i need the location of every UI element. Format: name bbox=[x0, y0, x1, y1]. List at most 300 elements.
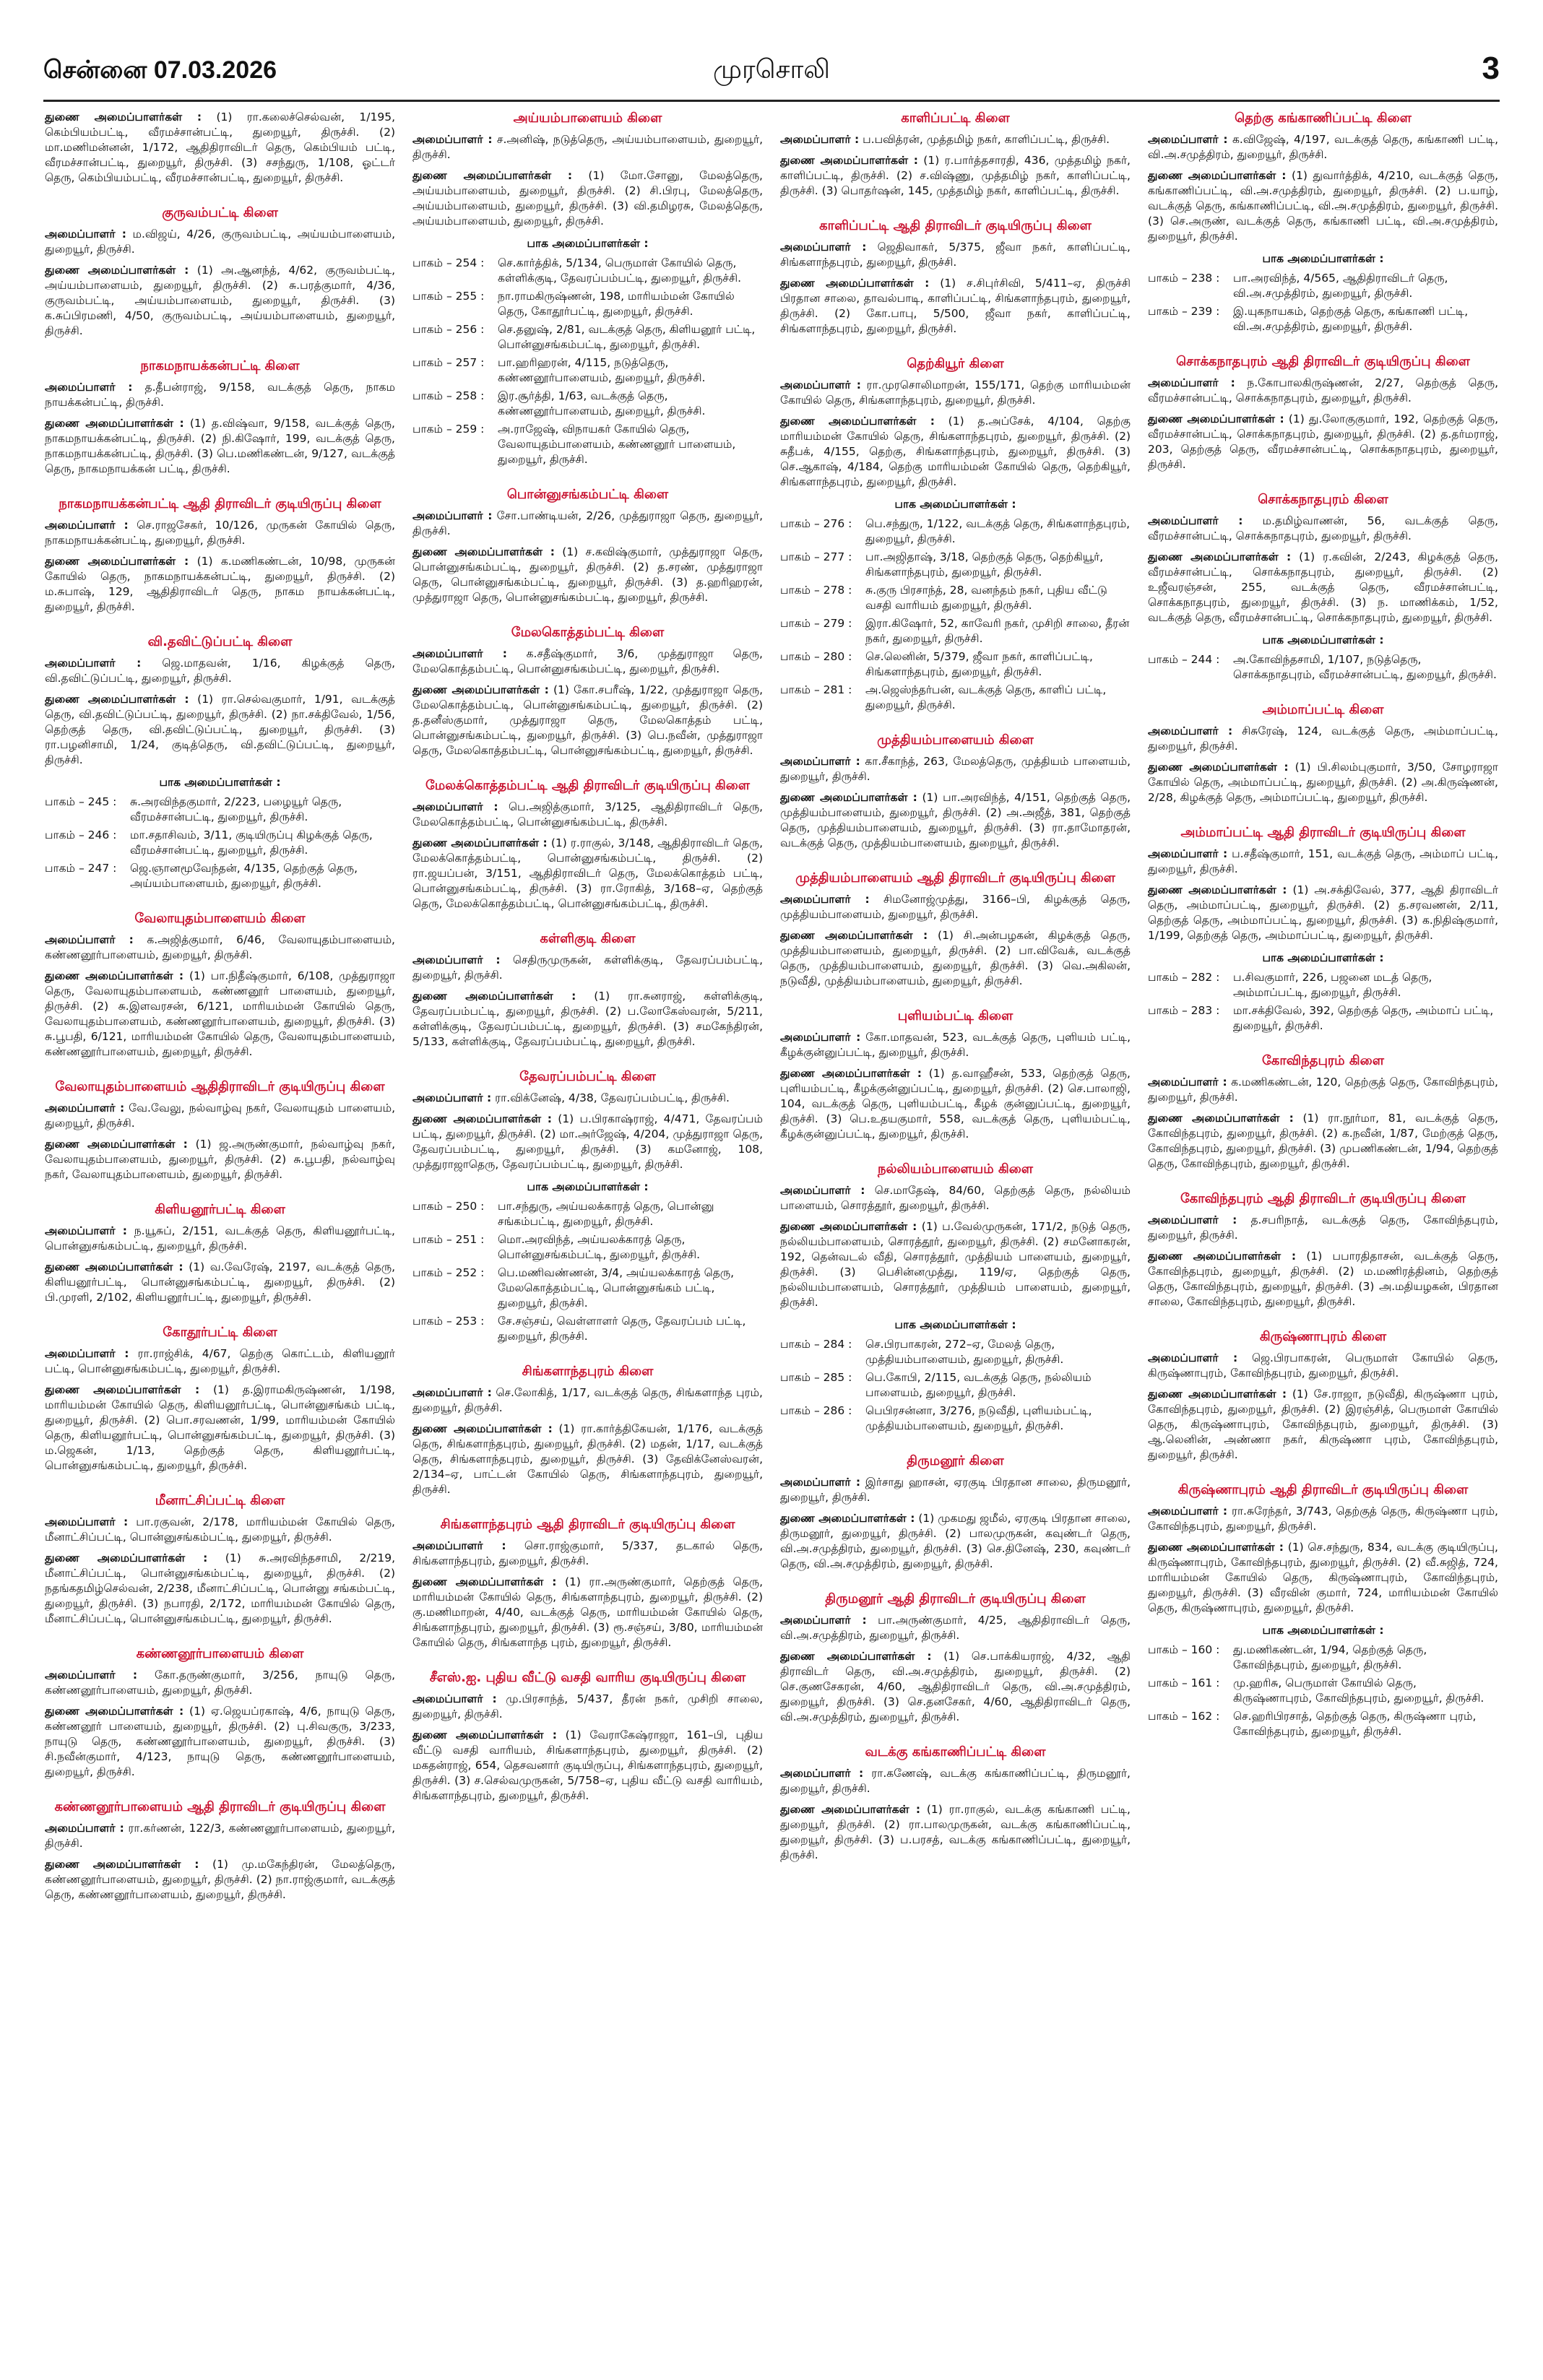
organizer-entry bbox=[412, 1091, 763, 1106]
booth-organizer: இரா.கிஷோர், 52, காவேரி நகர், முசிறி சாலை, தீரன் நகர், துறையூர், திருச்சி. bbox=[865, 617, 1130, 645]
branch-block bbox=[780, 1161, 1131, 1434]
organizer-label: அமைப்பாளர் : bbox=[1148, 133, 1228, 146]
organizer-entry bbox=[780, 132, 1131, 147]
branch-title: கண்ணனூர்பாளையம் ஆதி திராவிடர் குடியிருப்பு கிளை bbox=[54, 1799, 386, 1814]
booth-row bbox=[1148, 970, 1498, 1000]
organizer-entry bbox=[1148, 514, 1498, 544]
branch-title: மீனாட்சிப்பட்டி கிளை bbox=[155, 1493, 285, 1508]
deputy-organizers-text: (1) த.வாஹீசன், 533, தெற்குத் தெரு, புளியம்பட்டி, கீழக்குன்னுப்பட்டி, துறையூர், திருச்சி. (2) செ.பாலாஜி, 104, வடக்குத் தெரு, புளியம்பட்டி, கீழக் குன்னுப்பட்டி, துறையூர், திருச்சி. (3) பெ.உதயகுமார், 558, வடக்குத் தெரு, புளியம்பட்டி, கீழக்குன்னுப்பட்டி, துறையூர், திருச்சி. bbox=[780, 1067, 1131, 1141]
branch-title: மேலக்கொத்தம்பட்டி ஆதி திராவிடர் குடியிருப்பு கிளை bbox=[425, 778, 751, 793]
booth-row bbox=[1148, 304, 1498, 334]
deputy-organizers-text: (1) வேராகேஷ்ராஜா, 161–பி, புதிய வீட்டு வசதி வாரியம், சிங்களாந்தபுரம், துறையூர், திருச்சி. (2) மகதன்ராஜ், 654, தெசவனார் குடியிருப்பு, சிங்களாந்தபுரம், துறையூர், திருச்சி. (3) ச.செல்வமுருகன், 5/758–ஏ, புதிய வீட்டு வசதி வாரியம், சிங்களாந்தபுரம், துறையூர், திருச்சி. bbox=[412, 1728, 763, 1802]
branch-title: வடக்கு கங்காணிப்பட்டி கிளை bbox=[865, 1744, 1046, 1760]
deputy-organizers-entry bbox=[1148, 550, 1498, 626]
deputy-organizers-label: துணை அமைப்பாளர்கள் : bbox=[412, 169, 573, 182]
booth-organizer: பெ.கோபி, 2/115, வடக்குத் தெரு, நல்லியம் பாளையம், துறையூர், திருச்சி. bbox=[865, 1371, 1092, 1399]
deputy-organizers-label: துணை அமைப்பாளர்கள் : bbox=[780, 1650, 932, 1663]
booth-number: பாகம் – 239 : bbox=[1148, 305, 1220, 318]
deputy-organizers-entry bbox=[412, 1728, 763, 1804]
booth-organizers-heading: பாக அமைப்பாளர்கள் : bbox=[1262, 951, 1384, 964]
booth-row bbox=[780, 683, 1131, 713]
branch-title: சீஎஸ்.ஐ. புதிய வீட்டு வசதி வாரிய குடியிருப்பு கிளை bbox=[429, 1670, 746, 1685]
booth-number: பாகம் – 276 : bbox=[780, 517, 852, 530]
organizer-label: அமைப்பாளர் : bbox=[780, 241, 867, 254]
organizer-entry bbox=[780, 378, 1131, 408]
deputy-organizers-text: (1) ர.பார்த்தசாரதி, 436, முத்தமிழ் நகர், காளிப்பட்டி, திருச்சி. (2) ச.விஷ்ணு, முத்தமிழ் நகர், காளிப்பட்டி, திருச்சி. (3) பொதர்ஷன், 145, முத்தமிழ் நகர், காளிப்பட்டி, திருச்சி. bbox=[780, 154, 1131, 197]
organizer-text: ச.அனிஷ், நடுத்தெரு, அய்யம்பாளையம், துறையூர், திருச்சி. bbox=[412, 133, 763, 161]
deputy-organizers-text: (1) பா.நிதீஷ்குமார், 6/108, முத்துராஜா தெரு, வேலாயுதம்பாளையம், கண்ணனூர் பாளையம், துறையூர், திருச்சி. (2) சு.இளவரசன், 6/121, மாரியம்மன் கோயில் தெரு, வேலாயுதம்பாளையம், கண்ணனூர்பாளையம், துறையூர், திருச்சி. (3) சு.பூபதி, 6/121, மாரியம்மன் கோயில் தெரு, வேலாயுதம்பாளையம், கண்ணனூர்பாளையம், துறையூர், திருச்சி. bbox=[45, 969, 395, 1058]
organizer-text: த.தீபன்ராஜ், 9/158, வடக்குத் தெரு, நாகம நாயக்கன்பட்டி, திருச்சி. bbox=[45, 381, 395, 409]
organizer-entry bbox=[412, 1385, 763, 1416]
booth-number: பாகம் – 244 : bbox=[1148, 653, 1220, 666]
deputy-organizers-text: (1) பபாரதிதாசன், வடக்குத் தெரு, கோவிந்தபுரம், துறையூர், திருச்சி. (2) ம.மணிரத்தினம், தெற்குத் தெரு, கோவிந்தபுரம், துறையூர், திருச்சி. (3) அ.மதியழகன், பிரதான சாலை, கோவிந்தபுரம், துறையூர், திருச்சி. bbox=[1148, 1250, 1498, 1308]
deputy-organizers-entry bbox=[780, 790, 1131, 851]
branch-block bbox=[45, 1645, 395, 1780]
booth-organizer: து.மணிகண்டன், 1/94, தெற்குத் தெரு, கோவிந்தபுரம், துறையூர், திருச்சி. bbox=[1233, 1643, 1427, 1671]
deputy-organizers-text: (1) ரா.செல்வகுமார், 1/91, வடக்குத் தெரு, வி.தவிட்டுப்பட்டி, துறையூர், திருச்சி. (2) நா.சக்திவேல், 1/56, தெற்குத் தெரு, வி.தவிட்டுப்பட்டி, துறையூர், திருச்சி. (3) ரா.பழனிசாமி, 1/24, குடித்தெரு, வி.தவிட்டுப்பட்டி, துறையூர், திருச்சி. bbox=[45, 693, 395, 766]
branch-block bbox=[1148, 110, 1498, 334]
organizer-entry bbox=[412, 509, 763, 539]
organizer-entry bbox=[1148, 1075, 1498, 1105]
deputy-organizers-label: துணை அமைப்பாளர்கள் : bbox=[780, 1803, 921, 1816]
branch-block bbox=[45, 1201, 395, 1305]
booth-number: பாகம் – 251 : bbox=[412, 1233, 485, 1246]
organizer-entry bbox=[45, 1224, 395, 1254]
deputy-organizers-label: துணை அமைப்பாளர்கள் : bbox=[780, 791, 917, 804]
deputy-organizers-entry bbox=[780, 1066, 1131, 1142]
organizer-label: அமைப்பாளர் : bbox=[412, 509, 493, 522]
booth-row bbox=[45, 861, 395, 891]
booth-number: பாகம் – 238 : bbox=[1148, 272, 1220, 285]
deputy-organizers-text: (1) முகமது ஜமீல், ஏரகுடி பிரதான சாலை, திருமனூர், துறையூர், திருச்சி. (2) பாலமுருகன், கவுண்டர் தெரு, வி.அ.சமுத்திரம், துறையூர், திருச்சி. (3) செ.தினேஷ், 230, கவுண்டர் தெரு, வி.அ.சமுத்திரம், துறையூர், திருச்சி. bbox=[780, 1512, 1131, 1570]
branch-title: நல்லியம்பாளையம் கிளை bbox=[877, 1161, 1034, 1177]
deputy-organizers-entry bbox=[412, 168, 763, 229]
branch-title: சிங்களாந்தபுரம் ஆதி திராவிடர் குடியிருப்பு கிளை bbox=[440, 1517, 735, 1532]
organizer-label: அமைப்பாளர் : bbox=[45, 1669, 138, 1682]
booth-row bbox=[45, 828, 395, 858]
branch-title: கிருஷ்ணாபுரம் கிளை bbox=[1259, 1329, 1387, 1344]
organizer-entry bbox=[412, 132, 763, 163]
deputy-organizers-text: (1) க.மணிகண்டன், 10/98, முருகன் கோயில் தெரு, நாகமநாயக்கன்பட்டி, துறையூர், திருச்சி. (2) ம.சுபாஷ், 129, ஆதிதிராவிடர் தெரு, நாகம நாயக்கன்பட்டி, துறையூர், திருச்சி. bbox=[45, 555, 395, 613]
booth-number: பாகம் – 279 : bbox=[780, 617, 852, 630]
organizer-entry bbox=[780, 1766, 1131, 1796]
booth-organizer: ஜெ.ஞானமூவேந்தன், 4/135, தெற்குத் தெரு, அய்யம்பாளையம், துறையூர், திருச்சி. bbox=[130, 862, 358, 890]
organizer-label: அமைப்பாளர் : bbox=[412, 1091, 492, 1104]
organizer-text: ரா.கர்ணன், 122/3, கண்ணனூர்பாளையம், துறையூர், திருச்சி. bbox=[45, 1822, 395, 1850]
organizer-label: அமைப்பாளர் : bbox=[45, 1347, 129, 1360]
branch-block bbox=[412, 930, 763, 1050]
deputy-organizers-entry bbox=[45, 969, 395, 1060]
organizer-entry bbox=[780, 1030, 1131, 1060]
booth-row bbox=[412, 1314, 763, 1344]
deputy-organizers-label: துணை அமைப்பாளர்கள் : bbox=[1148, 412, 1284, 425]
booth-row bbox=[412, 1199, 763, 1229]
organizer-text: செ.ராஜசேகர், 10/126, முருகன் கோயில் தெரு, நாகமநாயக்கன்பட்டி, துறையூர், திருச்சி. bbox=[45, 519, 395, 547]
booth-organizer: இர.சூர்த்தி, 1/63, வடக்குத் தெரு, கண்ணனூர்பாளையம், துறையூர், திருச்சி. bbox=[498, 389, 706, 417]
organizer-label: அமைப்பாளர் : bbox=[1148, 1213, 1237, 1226]
masthead bbox=[43, 51, 1500, 94]
booth-row bbox=[412, 422, 763, 467]
branch-title: சொக்கநாதபுரம் கிளை bbox=[1258, 492, 1388, 507]
booth-number: பாகம் – 256 : bbox=[412, 323, 485, 336]
booth-row bbox=[780, 1370, 1131, 1401]
organizer-label: அமைப்பாளர் : bbox=[412, 1539, 506, 1552]
deputy-organizers-entry bbox=[45, 692, 395, 768]
booth-number: பாகம் – 280 : bbox=[780, 650, 852, 663]
branch-block bbox=[45, 1324, 395, 1474]
organizer-text: செ.மாதேஷ், 84/60, தெற்குத் தெரு, நல்லியம் பாளையம், சொரத்தூர், துறையூர், திருச்சி. bbox=[780, 1184, 1131, 1212]
booth-row bbox=[780, 583, 1131, 613]
deputy-organizers-entry bbox=[45, 263, 395, 339]
deputy-organizers-label: துணை அமைப்பாளர்கள் : bbox=[412, 990, 576, 1003]
branch-block bbox=[1148, 491, 1498, 683]
organizer-label: அமைப்பாளர் : bbox=[780, 755, 860, 768]
booth-organizer: சு.அரவிந்தகுமார், 2/223, பழையூர் தெரு, வீரமச்சான்பட்டி, துறையூர், திருச்சி. bbox=[130, 795, 342, 823]
booth-number: பாகம் – 250 : bbox=[412, 1200, 485, 1213]
branch-block bbox=[1148, 1481, 1498, 1739]
organizer-entry bbox=[780, 754, 1131, 784]
booth-organizers-heading: பாக அமைப்பாளர்கள் : bbox=[1262, 1624, 1384, 1637]
deputy-organizers-label: துணை அமைப்பாளர்கள் : bbox=[780, 154, 919, 167]
booth-row bbox=[412, 289, 763, 319]
deputy-organizers-entry bbox=[45, 1704, 395, 1780]
organizer-label: அமைப்பாளர் : bbox=[780, 1031, 861, 1044]
branch-title: கோதூர்பட்டி கிளை bbox=[163, 1325, 277, 1340]
organizer-text: ம.தமிழ்வாணன், 56, வடக்குத் தெரு, வீரமச்சான்பட்டி, சொக்கநாதபுரம், துறையூர், திருச்சி. bbox=[1148, 514, 1498, 542]
organizer-text: சோ.பாண்டியன், 2/26, முத்துராஜா தெரு, துறையூர், திருச்சி. bbox=[412, 509, 763, 537]
organizer-label: அமைப்பாளர் : bbox=[780, 1767, 864, 1780]
deputy-organizers-entry bbox=[1148, 412, 1498, 472]
organizer-entry bbox=[780, 892, 1131, 922]
branch-block bbox=[412, 1363, 763, 1497]
organizer-entry bbox=[1148, 376, 1498, 406]
branch-title: தெற்கு கங்காணிப்பட்டி கிளை bbox=[1235, 111, 1412, 126]
booth-organizers-heading: பாக அமைப்பாளர்கள் : bbox=[894, 1318, 1016, 1331]
booth-row bbox=[780, 550, 1131, 580]
branch-block bbox=[780, 1008, 1131, 1142]
branch-block bbox=[1148, 824, 1498, 1034]
deputy-organizers-entry bbox=[45, 416, 395, 477]
booth-organizers-heading: பாக அமைப்பாளர்கள் : bbox=[159, 776, 281, 789]
organizer-text: ந.கோபாலகிருஷ்ணன், 2/27, தெற்குத் தெரு, வீரமச்சான்பட்டி, சொக்கநாதபுரம், துறையூர், திருச்சி. bbox=[1148, 376, 1498, 404]
deputy-organizers-text: (1) த.விஷ்வா, 9/158, வடக்குத் தெரு, நாகமநாயக்கன்பட்டி, திருச்சி. (2) நி.கிஷோர், 199, வடக்குத் தெரு, நாகமநாயக்கன்பட்டி, திருச்சி. (3) பெ.மணிகண்டன், 9/127, வடக்குத் தெரு, நாகமநாயக்கன் பட்டி, திருச்சி. bbox=[45, 417, 395, 475]
booth-row bbox=[1148, 1676, 1498, 1706]
booth-row bbox=[1148, 1643, 1498, 1673]
organizer-text: த.சபரிநாத், வடக்குத் தெரு, கோவிந்தபுரம், துறையூர், திருச்சி. bbox=[1148, 1213, 1498, 1242]
organizer-label: அமைப்பாளர் : bbox=[45, 381, 133, 394]
organizer-text: கா.சீகாந்த், 263, மேலத்தெரு, முத்தியம் பாளையம், துறையூர், திருச்சி. bbox=[780, 755, 1131, 783]
organizer-label: அமைப்பாளர் : bbox=[412, 800, 498, 813]
deputy-organizers-text: (1) ர.கவின், 2/243, கிழக்குத் தெரு, வீரமச்சான்பட்டி, சொக்கநாதபுரம், துறையூர், திருச்சி. (2) உஜீவரஞ்சன், 255, வடக்குத் தெரு, வீரமச்சான்பட்டி, சொக்கநாதபுரம், துறையூர், திருச்சி. (3) ந. மாணிக்கம், 1/52, வடக்குத் தெரு, வீரமச்சான்பட்டி, சொக்கநாதபுரம், துறையூர், திருச்சி. bbox=[1148, 550, 1498, 624]
booth-number: பாகம் – 258 : bbox=[412, 389, 485, 402]
organizer-text: ரா.சுரேந்தர், 3/743, தெற்குத் தெரு, கிருஷ்ணா புரம், கோவிந்தபுரம், துறையூர், திருச்சி. bbox=[1148, 1505, 1498, 1533]
booth-number: பாகம் – 255 : bbox=[412, 290, 485, 303]
organizer-label: அமைப்பாளர் : bbox=[1148, 1076, 1227, 1089]
booth-number: பாகம் – 259 : bbox=[412, 423, 485, 436]
organizer-entry bbox=[780, 1475, 1131, 1505]
deputy-organizers-entry bbox=[780, 1511, 1131, 1572]
booth-organizer: அ.கோவிந்தசாமி, 1/107, நடுத்தெரு, சொக்கநாதபுரம், வீரமச்சான்பட்டி, துறையூர், திருச்சி. bbox=[1233, 653, 1497, 681]
deputy-organizers-entry bbox=[45, 1382, 395, 1474]
header-rule bbox=[43, 100, 1500, 102]
branch-title: வேலாயுதம்பாளையம் ஆதிதிராவிடர் குடியிருப்பு கிளை bbox=[55, 1079, 385, 1094]
organizer-label: அமைப்பாளர் : bbox=[780, 1476, 861, 1489]
deputy-organizers-label: துணை அமைப்பாளர்கள் : bbox=[45, 264, 189, 277]
branch-block bbox=[1148, 1052, 1498, 1172]
organizer-text: ரா.கணேஷ், வடக்கு கங்காணிப்பட்டி, திருமனூர், துறையூர், திருச்சி. bbox=[780, 1767, 1131, 1795]
organizer-entry bbox=[780, 1183, 1131, 1213]
branch-block bbox=[45, 1078, 395, 1182]
organizer-text: ரா.முரசொலிமாறன், 155/171, தெற்கு மாரியம்மன் கோயில் தெரு, சிங்களாந்தபுரம், துறையூர், திருச்சி. bbox=[780, 378, 1131, 407]
branch-title: பொன்னுசங்கம்பட்டி கிளை bbox=[506, 487, 669, 502]
organizer-text: க.அஜித்குமார், 6/46, வேலாயுதம்பாளையம், கண்ணனூர்பாளையம், துறையூர், திருச்சி. bbox=[45, 933, 395, 961]
branch-block bbox=[1148, 1190, 1498, 1310]
organizer-text: க.விஜேஷ், 4/197, வடக்குத் தெரு, கங்காணி பட்டி, வி.அ.சமுத்திரம், துறையூர், திருச்சி. bbox=[1148, 133, 1498, 161]
deputy-organizers-text: (1) ர.ராகுல், 3/148, ஆதிதிராவிடர் தெரு, மேலக்கொத்தம்பட்டி, பொன்னுசங்கம்பட்டி, திருச்சி. (2) ரா.ஜயப்பன், 3/151, ஆதிதிராவிடர் தெரு, மேலக்கொத்தம் பட்டி, பொன்னுசங்கம்பட்டி, திருச்சி. (3) ரா.ரோகித், 3/168–ஏ, தெற்குத் தெரு, மேலக்கொத்தம்பட்டி, பொன்னுசங்கம்பட்டி, திருச்சி. bbox=[412, 836, 763, 910]
branch-title: குருவம்பட்டி கிளை bbox=[162, 205, 278, 220]
deputy-organizers-label: துணை அமைப்பாளர்கள் : bbox=[1148, 169, 1287, 182]
branch-title: அய்யம்பாளையம் கிளை bbox=[513, 111, 662, 126]
deputy-organizers-entry bbox=[45, 110, 395, 186]
branch-title: சொக்கநாதபுரம் ஆதி திராவிடர் குடியிருப்பு கிளை bbox=[1176, 354, 1470, 369]
organizer-entry bbox=[1148, 847, 1498, 877]
organizer-text: சொ.ராஜ்குமார், 5/337, தடகால் தெரு, சிங்களாந்தபுரம், துறையூர், திருச்சி. bbox=[412, 1539, 763, 1567]
deputy-organizers-entry bbox=[1148, 168, 1498, 244]
deputy-organizers-label: துணை அமைப்பாளர்கள் : bbox=[412, 1728, 557, 1741]
booth-number: பாகம் – 246 : bbox=[45, 828, 117, 841]
booth-organizer: இ.யுகநாயகம், தெற்குத் தெரு, கங்காணி பட்டி, வி.அ.சமுத்திரம், துறையூர், திருச்சி. bbox=[1233, 305, 1469, 333]
booth-row bbox=[412, 322, 763, 352]
branch-title: அம்மாப்பட்டி கிளை bbox=[1262, 702, 1384, 717]
branch-title: வேலாயுதம்பாளையம் கிளை bbox=[134, 911, 306, 926]
branch-title: கள்ளிகுடி கிளை bbox=[540, 931, 636, 946]
deputy-organizers-label: துணை அமைப்பாளர்கள் : bbox=[45, 1260, 183, 1273]
booth-row bbox=[1148, 652, 1498, 683]
organizer-text: ரா.ராஜ்சிக், 4/67, தெற்கு கொட்டம், கிளியனூர் பட்டி, பொன்னுசங்கம்பட்டி, துறையூர், திருச்சி. bbox=[45, 1347, 395, 1375]
booth-number: பாகம் – 162 : bbox=[1148, 1710, 1220, 1723]
deputy-organizers-text: (1) ரா.அருண்குமார், தெற்குத் தெரு, மாரியம்மன் கோயில் தெரு, சிங்களாந்தபுரம், துறையூர், திருச்சி. (2) கு.மணிமாறன், 4/40, வடக்குத் தெரு, மாரியம்மன் கோயில் தெரு, சிங்களாந்தபுரம், துறையூர், திருச்சி. (3) ரூ.சஞ்சய், 3/80, மாரியம்மன் கோயில் தெரு, சிங்களாந்த புரம், துறையூர், திருச்சி. bbox=[412, 1575, 763, 1649]
deputy-organizers-entry bbox=[1148, 883, 1498, 943]
organizer-label: அமைப்பாளர் : bbox=[1148, 376, 1235, 389]
booth-number: பாகம் – 245 : bbox=[45, 795, 117, 808]
branch-title: கோவிந்தபுரம் கிளை bbox=[1262, 1053, 1384, 1068]
organizer-label: அமைப்பாளர் : bbox=[780, 133, 860, 146]
booth-organizer: செ.தனுஷ், 2/81, வடக்குத் தெரு, கிளியனூர் பட்டி, பொன்னுசங்கம்பட்டி, துறையூர், திருச்சி. bbox=[498, 323, 756, 351]
organizer-text: ஜெதிவாகர், 5/375, ஜீவா நகர், காளிப்பட்டி, சிங்களாந்தபுரம், துறையூர், திருச்சி. bbox=[780, 241, 1131, 269]
organizer-entry bbox=[412, 800, 763, 830]
booth-organizer: பெ.சந்துரு, 1/122, வடக்குத் தெரு, சிங்களாந்தபுரம், துறையூர், திருச்சி. bbox=[865, 517, 1131, 545]
deputy-organizers-label: துணை அமைப்பாளர்கள் : bbox=[1148, 550, 1292, 563]
deputy-organizers-entry bbox=[780, 928, 1131, 989]
organizer-label: அமைப்பாளர் : bbox=[412, 647, 507, 660]
booth-organizer: பா.அரவிந்த், 4/565, ஆதிதிராவிடர் தெரு, வி.அ.சமுத்திரம், துறையூர், திருச்சி. bbox=[1233, 272, 1448, 300]
organizer-label: அமைப்பாளர் : bbox=[412, 1692, 497, 1705]
organizer-entry bbox=[1148, 1351, 1498, 1381]
branch-block bbox=[1148, 353, 1498, 472]
organizer-text: கோ.தருண்குமார், 3/256, நாயுடு தெரு, கண்ணனூர்பாளையம், துறையூர், திருச்சி. bbox=[45, 1669, 395, 1697]
branch-title: முத்தியம்பாளையம் ஆதி திராவிடர் குடியிருப்பு கிளை bbox=[795, 870, 1115, 886]
deputy-organizers-entry bbox=[412, 1421, 763, 1497]
newspaper-title: முரசொலி bbox=[713, 55, 830, 85]
branch-block bbox=[780, 110, 1131, 199]
branch-title: காளிப்பட்டி ஆதி திராவிடர் குடியிருப்பு கிளை bbox=[819, 218, 1092, 233]
deputy-organizers-label: துணை அமைப்பாளர்கள் : bbox=[45, 555, 189, 568]
deputy-organizers-entry bbox=[45, 1857, 395, 1903]
booth-organizer: செ.லெனின், 5/379, ஜீவா நகர், காளிப்பட்டி, சிங்களாந்தபுரம், துறையூர், திருச்சி. bbox=[865, 650, 1093, 678]
deputy-organizers-label: துணை அமைப்பாளர்கள் : bbox=[45, 417, 184, 430]
organizer-entry bbox=[45, 1101, 395, 1131]
deputy-organizers-label: துணை அமைப்பாளர்கள் : bbox=[45, 1138, 188, 1151]
deputy-organizers-label: துணை அமைப்பாளர்கள் : bbox=[412, 683, 549, 696]
deputy-organizers-label: துணை அமைப்பாளர்கள் : bbox=[412, 836, 548, 849]
booth-organizers-heading: பாக அமைப்பாளர்கள் : bbox=[1262, 252, 1384, 265]
branch-block bbox=[45, 910, 395, 1060]
branch-block bbox=[45, 1799, 395, 1903]
deputy-organizers-text: (1) வ.வேரேஷ், 2197, வடக்குத் தெரு, கிளியனூர்பட்டி, பொன்னுசங்கம்பட்டி, துறையூர், திருச்சி. (2) பி.முரளி, 2/102, கிளியனூர்பட்டி, துறையூர், திருச்சி. bbox=[45, 1260, 395, 1304]
deputy-organizers-entry bbox=[45, 1551, 395, 1627]
deputy-organizers-entry bbox=[1148, 1249, 1498, 1310]
deputy-organizers-label: துணை அமைப்பாளர்கள் : bbox=[45, 1552, 208, 1565]
branch-block bbox=[780, 1591, 1131, 1725]
organizer-label: அமைப்பாளர் : bbox=[45, 1822, 124, 1835]
branch-title: மேலகொத்தம்பட்டி கிளை bbox=[511, 625, 665, 640]
deputy-organizers-entry bbox=[412, 989, 763, 1050]
branch-block bbox=[780, 1744, 1131, 1863]
booth-number: பாகம் – 284 : bbox=[780, 1338, 852, 1351]
edition-date: சென்னை 07.03.2026 bbox=[43, 56, 277, 84]
deputy-organizers-text: (1) ஜ.அருண்குமார், நல்வாழ்வு நகர், வேலாயுதம்பாளையம், துறையூர், திருச்சி. (2) சு.பூபதி, நல்வாழ்வு நகர், வேலாயுதம்பாளையம், துறையூர், திருச்சி. bbox=[45, 1138, 395, 1181]
organizer-entry bbox=[45, 518, 395, 548]
booth-organizer: செ.பிரபாகரன், 272–ஏ, மேலத் தெரு, முத்தியம்பாளையம், துறையூர், திருச்சி. bbox=[865, 1338, 1064, 1366]
booth-number: பாகம் – 253 : bbox=[412, 1315, 485, 1328]
deputy-organizers-text: (1) ரா.கார்த்திகேயன், 1/176, வடக்குத் தெரு, சிங்களாந்தபுரம், துறையூர், திருச்சி. (2) மதன், 1/17, வடக்குத் தெரு, சிங்களாந்தபுரம், துறையூர், திருச்சி. (3) தேவிக்னேஸ்வரன், 2/134–ஏ, பாட்டன் கோயில் தெரு, சிங்களாந்தபுரம், துறையூர், திருச்சி. bbox=[412, 1422, 763, 1496]
deputy-organizers-entry bbox=[412, 545, 763, 605]
organizer-text: ப.பவித்ரன், முத்தமிழ் நகர், காளிப்பட்டி, திருச்சி. bbox=[863, 133, 1110, 146]
organizer-label: அமைப்பாளர் : bbox=[780, 1614, 867, 1627]
deputy-organizers-text: (1) ச.கவிஷ்குமார், முத்துராஜா தெரு, பொன்னுசங்கம்பட்டி, துறையூர், திருச்சி. (2) த.சரண், முத்துராஜா தெரு, பொன்னுசங்கம்பட்டி, துறையூர், திருச்சி. (3) த.ஹரிஹரன், முத்துராஜா தெரு, பொன்னுசங்கம்பட்டி, துறையூர், திருச்சி. bbox=[412, 545, 763, 604]
branch-title: கோவிந்தபுரம் ஆதி திராவிடர் குடியிருப்பு கிளை bbox=[1180, 1191, 1466, 1206]
organizer-label: அமைப்பாளர் : bbox=[45, 1515, 129, 1528]
organizer-label: அமைப்பாளர் : bbox=[412, 133, 493, 146]
branch-block bbox=[45, 204, 395, 339]
organizer-text: செதிருமுருகன், கள்ளிக்குடி, தேவரப்பம்பட்டி, துறையூர், திருச்சி. bbox=[412, 953, 763, 982]
booth-row bbox=[780, 616, 1131, 646]
deputy-organizers-label: துணை அமைப்பாளர்கள் : bbox=[780, 1512, 915, 1525]
organizer-entry bbox=[780, 1613, 1131, 1643]
branch-block bbox=[780, 355, 1131, 713]
organizer-label: அமைப்பாளர் : bbox=[1148, 1351, 1238, 1364]
branch-block bbox=[412, 110, 763, 467]
deputy-organizers-label: துணை அமைப்பாளர்கள் : bbox=[45, 693, 189, 706]
organizer-text: ஜெ.பிரபாகரன், பெருமாள் கோயில் தெரு, கிருஷ்ணாபுரம், கோவிந்தபுரம், துறையூர், திருச்சி. bbox=[1148, 1351, 1498, 1380]
organizer-text: பெ.அஜித்குமார், 3/125, ஆதிதிராவிடர் தெரு, மேலகொத்தம்பட்டி, பொன்னுசங்கம்பட்டி, திருச்சி. bbox=[412, 800, 763, 828]
booth-number: பாகம் – 277 : bbox=[780, 550, 852, 563]
branch-block bbox=[780, 1453, 1131, 1572]
branch-block bbox=[45, 633, 395, 891]
organizer-entry bbox=[412, 646, 763, 677]
booth-number: பாகம் – 257 : bbox=[412, 356, 485, 369]
deputy-organizers-text: (1) ரா.கலைச்செல்வன், 1/195, கெம்பியம்பட்டி, வீரமச்சான்பட்டி, துறையூர், திருச்சி. (2) மா.மணிமன்னன், 1/172, ஆதிதிராவிடர் தெரு, கெம்பியம் பட்டி, வீரமச்சான்பட்டி, துறையூர், திருச்சி. (3) சசந்துரு, 1/108, ஓட்டர் தெரு, கெம்பியம்பட்டி, வீரமச்சான்பட்டி, துறையூர், திருச்சி. bbox=[45, 111, 395, 184]
organizer-label: அமைப்பாளர் : bbox=[780, 378, 861, 391]
deputy-organizers-label: துணை அமைப்பாளர்கள் : bbox=[1148, 1112, 1294, 1125]
branch-title: புளியம்பட்டி கிளை bbox=[897, 1008, 1013, 1024]
booth-number: பாகம் – 285 : bbox=[780, 1371, 852, 1384]
deputy-organizers-label: துணை அமைப்பாளர்கள் : bbox=[780, 929, 928, 942]
branch-block bbox=[45, 110, 395, 186]
deputy-organizers-entry bbox=[780, 1219, 1131, 1310]
organizer-label: அமைப்பாளர் : bbox=[1148, 514, 1243, 527]
branch-title: தேவரப்பம்பட்டி கிளை bbox=[519, 1069, 656, 1084]
organizer-entry bbox=[1148, 1213, 1498, 1243]
organizer-entry bbox=[45, 932, 395, 963]
branch-block bbox=[412, 1516, 763, 1650]
branch-title: தெற்கியூர் கிளை bbox=[907, 356, 1004, 371]
organizer-text: ரா.விக்னேஷ், 4/38, தேவரப்பம்பட்டி, திருச்சி. bbox=[495, 1091, 730, 1104]
branch-title: கிருஷ்ணாபுரம் ஆதி திராவிடர் குடியிருப்பு கிளை bbox=[1177, 1482, 1469, 1497]
deputy-organizers-text: (1) பா.அரவிந்த், 4/151, தெற்குத் தெரு, முத்தியம்பாளையம், துறையூர், திருச்சி. (2) அ.அஜீத், 381, தெற்குத் தெரு, முத்தியம்பாளையம், துறையூர், திருச்சி. (3) ரா.தாமோதரன், வடக்குத் தெரு, முத்தியம்பாளையம், துறையூர், திருச்சி. bbox=[780, 791, 1131, 849]
booth-row bbox=[412, 355, 763, 386]
booth-row bbox=[412, 389, 763, 419]
page-number: 3 bbox=[1482, 51, 1500, 86]
branch-title: கிளியனூர்பட்டி கிளை bbox=[155, 1202, 285, 1217]
deputy-organizers-entry bbox=[412, 1112, 763, 1172]
booth-organizer: சு.குரு பிரசாந்த், 28, வனந்தம் நகர், புதிய வீட்டு வசதி வாரியம் துறையூர், திருச்சி. bbox=[865, 584, 1107, 612]
deputy-organizers-entry bbox=[45, 1260, 395, 1305]
organizer-text: பா.அருண்குமார், 4/25, ஆதிதிராவிடர் தெரு, வி.அ.சமுத்திரம், துறையூர், திருச்சி. bbox=[780, 1614, 1131, 1642]
booth-row bbox=[45, 795, 395, 825]
deputy-organizers-entry bbox=[412, 836, 763, 912]
branch-block bbox=[1148, 701, 1498, 805]
organizer-label: அமைப்பாளர் : bbox=[1148, 1505, 1228, 1518]
deputy-organizers-label: துணை அமைப்பாளர்கள் : bbox=[412, 1112, 552, 1125]
branch-block bbox=[412, 777, 763, 912]
organizer-label: அமைப்பாளர் : bbox=[1148, 847, 1228, 860]
branch-title: காளிப்பட்டி கிளை bbox=[901, 111, 1010, 126]
organizer-label: அமைப்பாளர் : bbox=[780, 1184, 865, 1197]
branch-title: வி.தவிட்டுப்பட்டி கிளை bbox=[147, 634, 293, 649]
deputy-organizers-label: துணை அமைப்பாளர்கள் : bbox=[45, 1858, 199, 1871]
deputy-organizers-text: (1) ரா.நூர்மா, 81, வடக்குத் தெரு, கோவிந்தபுரம், துறையூர், திருச்சி. (2) க.நவீன், 1/87, மேற்குத் தெரு, கோவிந்தபுரம், துறையூர், திருச்சி. (3) முபணிகண்டன், 1/94, தெற்குத் தெரு, கோவிந்தபுரம், துறையூர், திருச்சி. bbox=[1148, 1112, 1498, 1170]
booth-organizer: சே.சஞ்சய், வெள்ளாளர் தெரு, தேவரப்பம் பட்டி, துறையூர், திருச்சி. bbox=[498, 1315, 746, 1343]
article-columns bbox=[45, 110, 1498, 2349]
organizer-label: அமைப்பாளர் : bbox=[412, 1386, 492, 1399]
organizer-text: சிமனோஜ்முத்து, 3166–பி, கிழக்குத் தெரு, முத்தியம்பாளையம், துறையூர், திருச்சி. bbox=[780, 893, 1131, 921]
organizer-label: அமைப்பாளர் : bbox=[45, 657, 142, 670]
organizer-text: செ.லோகித், 1/17, வடக்குத் தெரு, சிங்களாந்த புரம், துறையூர், திருச்சி. bbox=[412, 1386, 763, 1414]
deputy-organizers-entry bbox=[780, 276, 1131, 337]
branch-title: திருமனூர் ஆதி திராவிடர் குடியிருப்பு கிளை bbox=[825, 1591, 1086, 1606]
deputy-organizers-entry bbox=[780, 1802, 1131, 1863]
booth-organizers-heading: பாக அமைப்பாளர்கள் : bbox=[1262, 633, 1384, 646]
organizer-text: க.மணிகண்டன், 120, தெற்குத் தெரு, கோவிந்தபுரம், துறையூர், திருச்சி. bbox=[1148, 1076, 1498, 1104]
booth-row bbox=[1148, 1003, 1498, 1034]
branch-title: நாகமநாயக்கன்பட்டி கிளை bbox=[140, 358, 300, 373]
branch-block bbox=[780, 217, 1131, 337]
organizer-label: அமைப்பாளர் : bbox=[412, 953, 501, 966]
branch-block bbox=[780, 870, 1131, 989]
deputy-organizers-text: (1) சு.அரவிந்தசாமி, 2/219, மீனாட்சிப்பட்டி, பொன்னுசங்கம்பட்டி, துறையூர், திருச்சி. (2) நதங்கதமிழ்செல்வன், 2/238, மீனாட்சிப்பட்டி, பொன்னு சங்கம்பட்டி, துறையூர், திருச்சி. (3) நபாரதி, 2/172, மாரியம்மன் கோயில் தெரு, மீனாட்சிப்பட்டி, பொன்னுசங்கம்பட்டி, துறையூர், திருச்சி. bbox=[45, 1552, 395, 1625]
deputy-organizers-label: துணை அமைப்பாளர்கள் : bbox=[1148, 883, 1287, 896]
deputy-organizers-entry bbox=[412, 1575, 763, 1650]
deputy-organizers-label: துணை அமைப்பாளர்கள் : bbox=[1148, 1541, 1284, 1554]
deputy-organizers-label: துணை அமைப்பாளர்கள் : bbox=[412, 1575, 557, 1588]
booth-row bbox=[780, 516, 1131, 547]
deputy-organizers-entry bbox=[1148, 1540, 1498, 1616]
branch-title: அம்மாப்பட்டி ஆதி திராவிடர் குடியிருப்பு கிளை bbox=[1180, 825, 1466, 840]
booth-organizer: மா.சக்திவேல், 392, தெற்குத் தெரு, அம்மாப் பட்டி, துறையூர், திருச்சி. bbox=[1233, 1004, 1494, 1032]
organizer-text: ஜெ.மாதவன், 1/16, கிழக்குத் தெரு, வி.தவிட்டுப்பட்டி, துறையூர், திருச்சி. bbox=[45, 657, 395, 685]
organizer-entry bbox=[45, 1515, 395, 1545]
